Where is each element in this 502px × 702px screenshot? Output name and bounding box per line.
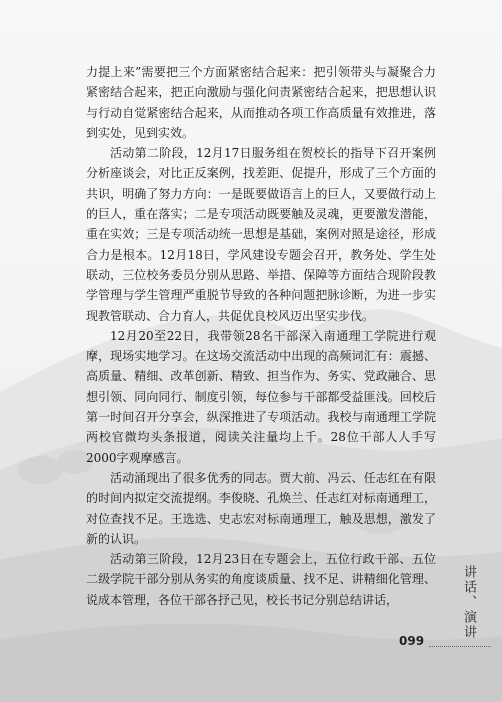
paragraph: 12月20至22日，我带领28名干部深入南通理工学院进行观摩，现场实地学习。在这场交流活动中出现的高频词汇有：震撼、高质量、精细、改革创新、精致、担当作为、务实、党政融合、思想引领、同向同行、制度引领，每位参与干部都受益匪浅。回校后第一时间召开分享会，纵深推进了专项活动。我校与南通理工学院两校官微均头条报道，阅读关注量均上千。28位干部人人手写2000字观摩感言。 — [86, 328, 436, 465]
paragraph: 力提上来”需要把三个方面紧密结合起来：把引领带头与凝聚合力紧密结合起来，把正向激励与强化问责紧密结合起来，把思想认识与行动自觉紧密结合起来，从而推动各项工作高质量有效推进，落到实处，见到实效。 — [86, 65, 436, 140]
page-number: 099 — [399, 634, 425, 648]
footer-dotted-rule — [429, 646, 491, 647]
article-body — [86, 62, 436, 610]
section-side-label: 讲话、演讲 — [461, 565, 476, 640]
paragraph: 活动涌现出了很多优秀的同志。贾大前、冯云、任志红在有限的时间内拟定交流提纲。李俊晓、孔焕兰、任志红对标南通理工，对位查找不足。王选选、史志宏对标南通理工，触及思想，激发了新的认识。 — [86, 470, 436, 546]
paragraph: 活动第三阶段，12月23日在专题会上，五位行政干部、五位二级学院干部分别从务实的角度谈质量、找不足、讲精细化管理、说成本管理，各位干部各抒己见，校长书记分别总结讲话， — [86, 552, 436, 607]
paragraph: 活动第二阶段，12月17日服务组在贺校长的指导下召开案例分析座谈会，对比正反案例，找差距、促提升，形成了三个方面的共识，明确了努力方向：一是既要做语言上的巨人，又要做行动上的巨人，重在落实；二是专项活动既要触及灵魂，更要激发潜能，重在实效；三是专项活动统一思想是基础，案例对照是途径，形成合力是根本。12月18日，学风建设专题会召开，教务处、学生处联动，三位校务委员分别从思路、举措、保障等方面结合现阶段教学管理与学生管理严重脱节导致的各种问题把脉诊断，为进一步实现教管联动、合力育人，共促优良校风迈出坚实步伐。 — [86, 146, 436, 323]
